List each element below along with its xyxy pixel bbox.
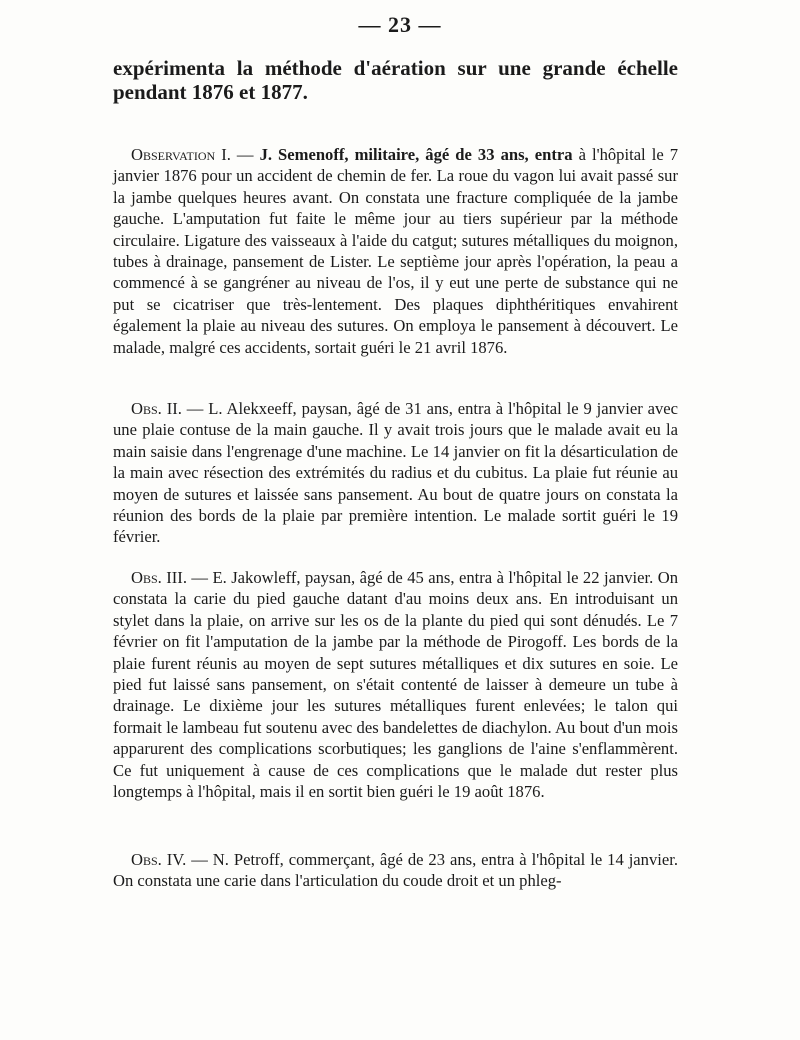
observation-1 <box>113 144 678 358</box>
intro-paragraph: expérimenta la méthode d'aération sur une grande échelle pendant 1876 et 1877. <box>113 56 678 104</box>
observation-patient: N. Petroff, <box>212 850 284 869</box>
observation-4 <box>113 849 678 892</box>
observation-text: paysan, âgé de 45 ans, entra à l'hôpital le 22 janvier. On constata la carie du pied gauche datant d'au moins deux ans. En introduisant un stylet dans la plaie, on arrive sur les os de la plante du pied qui sont dénudés. Le 7 février on fit l'amputation de la jambe par la méthode de Pirogoff. Les bords de la plaie furent réunis au moyen de sept sutures métalliques et dix sutures en soie. Le pied fut laissé sans pansement, on s'était contenté de laisser à demeure un tube à drainage. Le dixième jour les sutures métalliques furent enlevées; le talon qui formait le lambeau fut soutenu avec des bandelettes de diachylon. Au bout d'un mois apparurent des complications scorbutiques; les ganglions de l'aine s'enflammèrent. Ce fut uniquement à cause de ces complications que le malade dut rester plus longtemps à l'hôpital, mais il en sortit bien guéri le 19 août 1876. <box>113 568 679 802</box>
observation-label: Obs. III. <box>131 568 187 587</box>
observation-patient: J. Semenoff, militaire, âgé de 33 ans, entra <box>259 145 573 164</box>
observation-dash: — <box>181 399 209 418</box>
observation-text: paysan, âgé de 31 ans, entra à l'hôpital le 9 janvier avec une plaie contuse de la main gauche. Il y avait trois jours que le malade avait eu la main saisie dans l'engrenage d'une machine. Le 14 janvier on fit la désarticulation de la main avec résection des extrémités du radius et du cubitus. La plaie fut réunie au moyen de sutures et laissée sans pansement. Au bout de quatre jours on constata la réunion des bords de la plaie par première intention. Le malade sortit guéri le 19 février. <box>113 399 679 547</box>
observation-text: commerçant, âgé de 23 ans, entra à l'hôpital le 14 janvier. On constata une carie dans l'articulation du coude droit et un phleg- <box>113 850 678 891</box>
observation-dash: — <box>186 850 213 869</box>
observation-label: Observation I. <box>131 145 231 164</box>
observation-patient: E. Jakowleff, <box>212 568 301 587</box>
observation-dash: — <box>186 568 213 587</box>
observation-dash: — <box>230 145 260 164</box>
observation-text: à l'hôpital le 7 janvier 1876 pour un accident de chemin de fer. La roue du vagon lui avait passé sur la jambe quelques heures avant. On constata une fracture compliquée de la jambe gauche. L'amputation fut faite le même jour au tiers supérieur par la méthode circulaire. Ligature des vaisseaux à l'aide du catgut; sutures métalliques du moignon, tubes à drainage, pansement de Lister. Le septième jour après l'opération, la peau a commencé à se gangréner au niveau de l'os, il y eut une perte de substance qui ne put se cicatriser que très-lentement. Des plaques diphthéritiques envahirent également la plaie au niveau des sutures. On employa le pansement à découvert. Le malade, malgré ces accidents, sortait guéri le 21 avril 1876. <box>113 145 679 357</box>
observation-2 <box>113 398 678 548</box>
observation-3 <box>113 567 678 802</box>
observation-label: Obs. IV. <box>131 850 187 869</box>
observation-label: Obs. II. <box>131 399 182 418</box>
page-number: — 23 — <box>358 12 442 37</box>
observation-patient: L. Alekxeeff, <box>208 399 297 418</box>
